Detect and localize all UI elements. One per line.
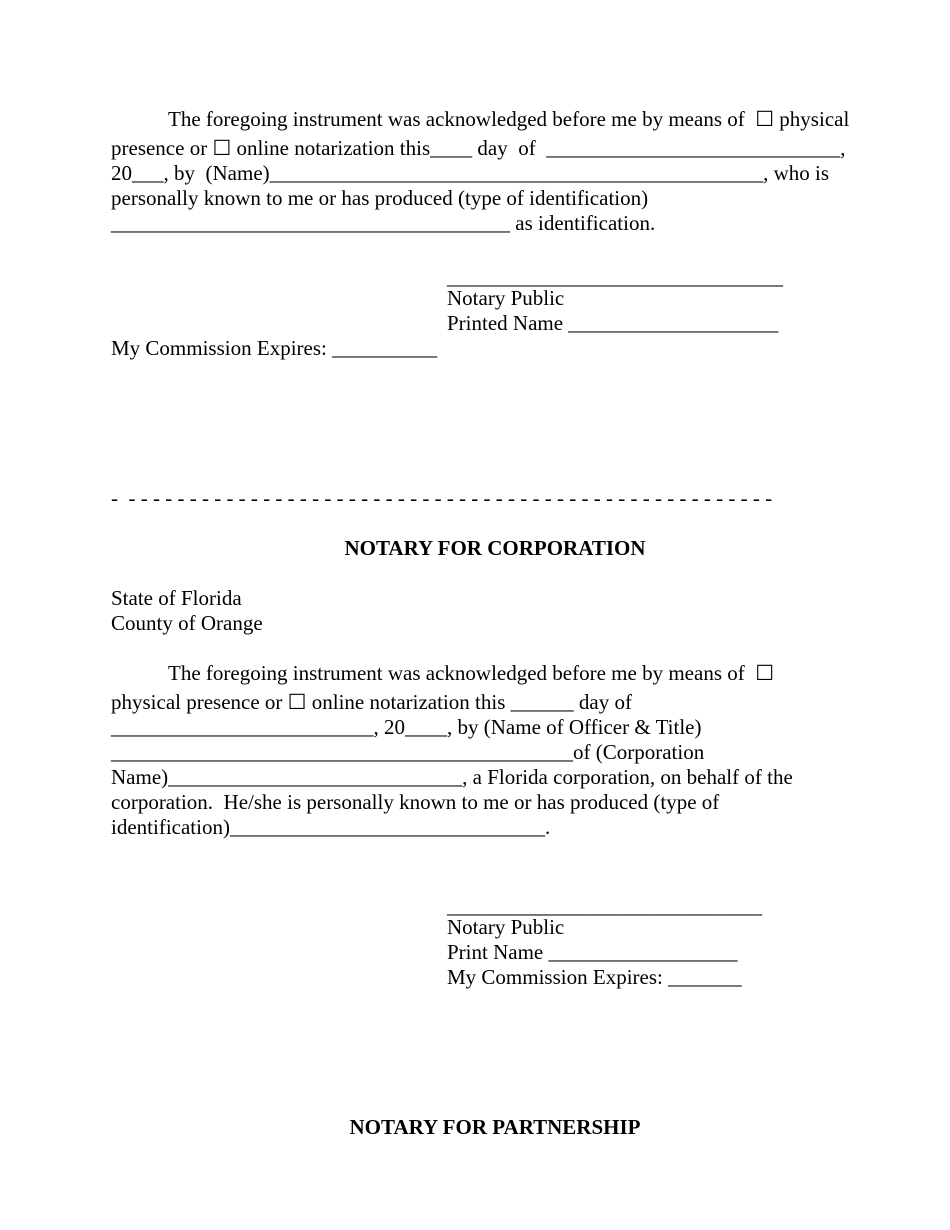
ack-paragraph-line-1: The foregoing instrument was acknowledged before me by means of ☐ physical <box>168 107 850 131</box>
corp-paragraph-line-5: Name)____________________________, a Florida corporation, on behalf of the <box>111 765 793 789</box>
ack-paragraph-line-2: presence or ☐ online notarization this____ day of ____________________________, <box>111 136 846 160</box>
printed-name-field: Printed Name ____________________ <box>447 311 779 335</box>
corp-commission-expires-field: My Commission Expires: _______ <box>447 965 742 989</box>
ack-paragraph-line-3: 20___, by (Name)_______________________________________________, who is <box>111 161 830 185</box>
notary-signature-line: ________________________________ <box>447 265 783 289</box>
commission-expires-field: My Commission Expires: __________ <box>111 336 438 360</box>
corp-notary-public-label: Notary Public <box>447 915 565 939</box>
corp-paragraph-line-6: corporation. He/she is personally known to me or has produced (type of <box>111 790 720 814</box>
county-label: County of Orange <box>111 611 263 635</box>
ack-paragraph-line-5: ______________________________________ as identification. <box>111 211 656 235</box>
state-label: State of Florida <box>111 586 242 610</box>
corporation-heading: NOTARY FOR CORPORATION <box>344 536 646 560</box>
corp-paragraph-line-1: The foregoing instrument was acknowledged before me by means of ☐ <box>168 661 775 685</box>
dashed-separator: - - - - - - - - - - - - - - - - - - - - - - - - - - - - - - - - - - - - - - - - - - - - - - - - - - - - - - <box>111 486 773 510</box>
corp-notary-signature-line: ______________________________ <box>447 894 762 918</box>
corp-paragraph-line-4: ____________________________________________of (Corporation <box>111 740 705 764</box>
partnership-heading: NOTARY FOR PARTNERSHIP <box>349 1115 641 1139</box>
corp-paragraph-line-2: physical presence or ☐ online notarization this ______ day of <box>111 690 632 714</box>
ack-paragraph-line-4: personally known to me or has produced (type of identification) <box>111 186 649 210</box>
corp-print-name-field: Print Name __________________ <box>447 940 738 964</box>
notary-public-label: Notary Public <box>447 286 565 310</box>
corp-paragraph-line-3: _________________________, 20____, by (Name of Officer & Title) <box>111 715 702 739</box>
corp-paragraph-line-7: identification)______________________________. <box>111 815 551 839</box>
